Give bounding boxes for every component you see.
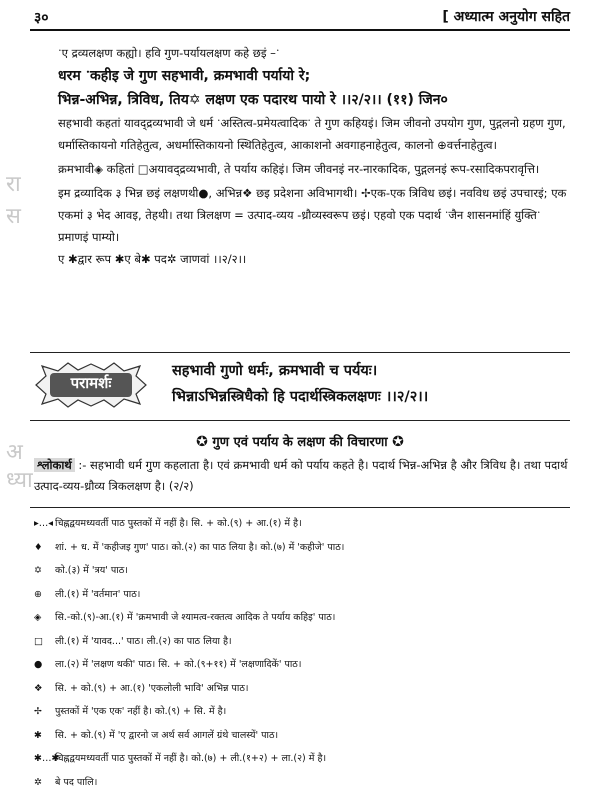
footnote-marker: ▸…◂ — [34, 518, 54, 529]
footnote — [34, 584, 579, 608]
verse-line-1: धरम ॱकहीइ जे गुण सहभावी, क्रमभावी पर्यायो रे; — [58, 68, 311, 84]
paragraph-kramabhavi: क्रमभावी◈ कहितां □अयावद्द्रव्यभावी, ते पर्याय कहिइं। जिम जीवनइं नर-नारकादिक, पुद्गलनइं रूप-रसादिकपरावृत्ति। — [58, 162, 540, 176]
paramarsha-badge — [32, 362, 150, 408]
footnote-text: बे पद पालि। — [55, 776, 98, 788]
footnote-marker: ♦ — [34, 541, 43, 553]
footnote-text: ली.(१) में 'वर्तमान' पाठ। — [55, 588, 141, 600]
paragraph-sahabhavi: सहभावी कहतां यावद्द्रव्यभावी जे धर्म ॱअस्तित्व-प्रमेयत्वादिकॱ ते गुण कहियइं। जिम जीवनो उपयोग गुण, पुद्गलनो ग्रहण गुण, धर्मास्तिकायनो गतिहेतुत्व, अधर्मास्तिकायनो स्थितिहेतुत्व, आकाशनो अवगाहनाहेतुत्व, कालनो ⊕वर्त्तनाहेतुत्व। — [58, 116, 566, 152]
footnote — [34, 513, 579, 537]
yin-yang-icon: ✪ — [196, 434, 208, 450]
footnote-text: शां. + ध. में 'कहीजइ गुण' पाठ। को.(२) का पाठ लिया है। को.(७) में 'कहीजे' पाठ। — [55, 541, 345, 553]
gutter-letter: अ — [6, 440, 23, 465]
footnote-text: चिह्नद्वयमध्यवर्ती पाठ पुस्तकों में नहीं है। को.(७) + ली.(१+२) + ला.(२) में है। — [55, 753, 327, 764]
footnote — [34, 725, 579, 749]
footnote-marker: ⊕ — [34, 588, 42, 600]
gutter-letter: रा — [6, 172, 21, 197]
footnote — [34, 631, 579, 655]
page-header — [0, 0, 600, 32]
footnote-marker: ✢ — [34, 706, 42, 717]
page-number: ३० — [34, 10, 49, 26]
intro-line: ॱए द्रव्यलक्षण कह्यो। हवि गुण-पर्यायलक्षण कहे छइं –ॱ — [58, 46, 280, 60]
paragraph-dvara: ए ✱द्वार रूप ✱ए बे✱ पद✲ जाणवां ।।२/२।। — [58, 252, 247, 266]
footnote — [34, 678, 579, 702]
verse-line-2: भिन्न-अभिन्न, त्रिविध, तिय✡ लक्षण एक पदारथ पायो रे ।।२/२।। (११) जिन० — [58, 92, 448, 108]
footnote-marker: ❖ — [34, 682, 43, 694]
footnote — [34, 560, 579, 584]
footnote — [34, 607, 579, 631]
paramarsha-label: परामर्शः — [70, 374, 112, 392]
footnote-text: चिह्नद्वयमध्यवर्ती पाठ पुस्तकों में नहीं है। सि. + को.(९) + आ.(१) में है। — [55, 518, 302, 529]
footnote-text: सि. + को.(९) + आ.(१) 'एकलोली भावि' अभिन्न पाठ। — [55, 682, 249, 694]
section-divider — [30, 352, 570, 353]
footnote-text: सि. + को.(९) में 'ए द्वारनो ज अर्थ सर्व आगलें ग्रंथे चालस्यें' पाठ। — [55, 729, 279, 741]
footnote-text: पुस्तकों में 'एक एक' नहीं है। को.(९) + सि. में है। — [55, 706, 227, 717]
sanskrit-verse-1: सहभावी गुणो धर्मः, क्रमभावी च पर्ययः। — [172, 363, 378, 379]
section-divider — [30, 420, 570, 421]
header-rule — [30, 29, 570, 31]
footnote-marker: ✡ — [34, 565, 42, 576]
footnote — [34, 772, 579, 796]
footnote-marker: ✱…✱ — [34, 753, 60, 764]
paragraph-bhinna: इम द्रव्यादिक ३ भिन्न छइं लक्षणथी●, अभिन्न❖ छइ प्रदेशना अविभागथी। ✢एक-एक त्रिविध छइं। नवविध छइं उपचारइं; एक एकमां ३ भेद आवइ, तेहथी। तथा त्रिलक्षण = उत्पाद-व्यय -ध्रौव्यस्वरूप छइं। एहवो एक पदार्थ ॱजैन शासनमांहिं युक्तिॱ प्रमाणइं पाम्यो। — [58, 186, 567, 244]
footnote-marker: ✱ — [34, 729, 42, 741]
footnote — [34, 748, 579, 772]
shlokartha-block — [34, 455, 574, 497]
gutter-letter: स — [6, 204, 21, 229]
footnote — [34, 654, 579, 678]
footnote-marker: ✲ — [34, 776, 42, 788]
footnote — [34, 537, 579, 561]
gutter-letter: ध्या — [6, 468, 33, 493]
running-title: [ अध्यात्म अनुयोग सहित — [442, 9, 570, 25]
footnote-text: सि.-को.(९)-आ.(१) में 'क्रमभावी जे श्यामत्व-रक्तत्व आदिक ते पर्याय कहिइ' पाठ। — [55, 612, 336, 623]
footnote — [34, 701, 579, 725]
footnotes — [34, 513, 579, 795]
yin-yang-icon: ✪ — [392, 434, 404, 450]
sanskrit-verse-2: भिन्नाऽभिन्नस्त्रिधैको हि पदार्थस्त्रिकलक्षणः ।।२/२।। — [172, 389, 429, 405]
footnote-text: को.(३) में 'त्रय' पाठ। — [55, 565, 128, 576]
footnote-text: ला.(२) में 'लक्षण थकी' पाठ। सि. + को.(९+११) में 'लक्षणादिकें' पाठ। — [55, 659, 302, 670]
main-commentary — [58, 42, 573, 270]
footnote-marker: □ — [34, 635, 43, 647]
section-title — [0, 432, 600, 450]
shlokartha-label: श्लोकार्थ — [34, 458, 75, 472]
section-title-text: गुण एवं पर्याय के लक्षण की विचारणा — [212, 435, 388, 450]
shlokartha-text: :- सहभावी धर्म गुण कहलाता है। एवं क्रमभावी धर्म को पर्याय कहते है। पदार्थ भिन्न-अभिन्न है और त्रिविध है। तथा पदार्थ उत्पाद-व्यय-ध्रौव्य त्रिकलक्षण है। (२/२) — [34, 458, 568, 493]
footnote-divider — [30, 507, 570, 508]
footnote-marker: ◈ — [34, 612, 42, 623]
footnote-marker: ● — [34, 659, 43, 670]
footnote-text: ली.(१) में 'यावद...' पाठ। ली.(२) का पाठ लिया है। — [55, 635, 232, 647]
